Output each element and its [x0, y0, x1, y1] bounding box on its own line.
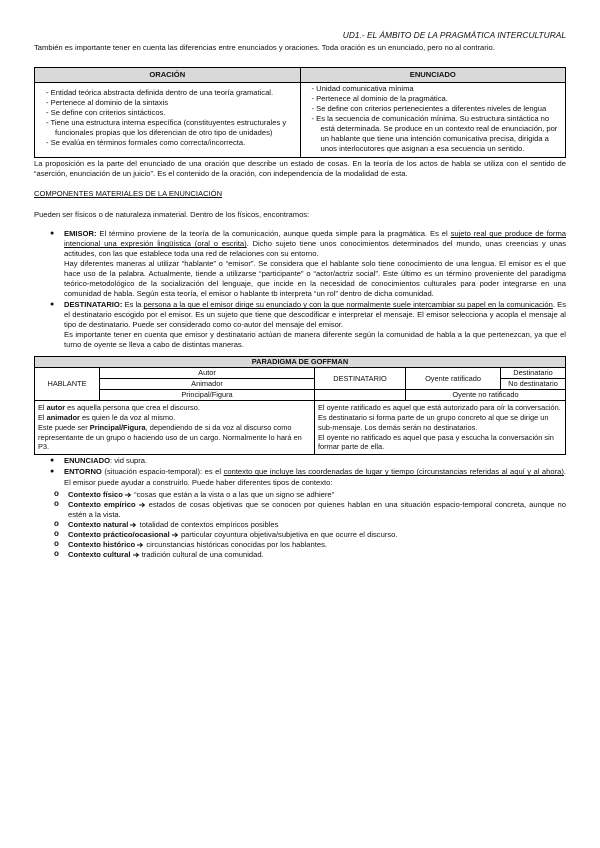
goffman-table	[34, 356, 566, 455]
destinatario-role-cell: DESTINATARIO	[315, 368, 406, 390]
oyente-no-ratificado-description: El oyente no ratificado es aquel que pasa y escucha la conversación sin formar parte de ella.	[318, 432, 554, 452]
contexto-label: Contexto histórico	[68, 539, 136, 549]
contexto-label: Contexto físico	[68, 489, 123, 499]
emisor-text-2: . Dicho sujeto tiene unos conocimientos determinados del mundo, unas creencias y unas actitudes, con las que establece toda una red de relaciones con su entorno.	[64, 239, 566, 259]
oracion-header: ORACIÓN	[35, 68, 301, 83]
enunciado-item: - Se define con criterios pertenecientes a diferentes niveles de lengua	[305, 104, 562, 114]
animador-term: animador	[46, 412, 80, 422]
oyente-ratificado-description: El oyente ratificado es aquel que está autorizado para oír la conversación. Es destinatario si forma parte de un grupo concreto al que se dirige un sub-mensaje. Los demás serán no destinatarios.	[318, 402, 561, 432]
empty-cell	[315, 389, 406, 400]
enunciado-list-item	[64, 456, 566, 466]
contexto-item	[68, 490, 566, 500]
goffman-left-description	[35, 400, 315, 455]
section-intro: Pueden ser físicos o de naturaleza inmaterial. Dentro de los físicos, encontramos:	[34, 210, 310, 220]
proposicion-paragraph: La proposición es la parte del enunciado de una oración que describe un estado de cosas. En la teoría de los actos de habla se utiliza con el sentido de “aserción, enunciación de un juicio”. Es el contenido de la oración, con independencia de la modalidad de esta.	[34, 159, 566, 179]
oracion-enunciado-table	[34, 67, 566, 158]
entorno-text-2: . El emisor puede ayudar a construirlo. Puede haber diferentes tipos de contexto:	[64, 467, 567, 487]
contexto-text: circunstancias históricas conocidas por los hablantes.	[144, 539, 327, 549]
arrow-right-icon	[139, 502, 146, 508]
contexto-text: totalidad de contextos empíricos posibles	[137, 519, 279, 529]
destinatario-text-1: Es la	[122, 300, 144, 310]
sub-role-destinatario: Destinatario	[501, 368, 566, 379]
contexto-label: Contexto práctico/ocasional	[68, 529, 170, 539]
oracion-item: - Tiene una estructura interna específica (constituyentes estructurales y funcionales propias que los diferencian de otro tipo de unidades)	[39, 118, 296, 138]
oracion-item: - Se define con criterios sintácticos.	[39, 108, 296, 118]
contexto-text: particular coyuntura objetiva/subjetiva en que ocurre el discurso.	[178, 529, 398, 539]
arrow-right-icon	[172, 532, 179, 538]
enunciado-text: : vid supra.	[110, 456, 148, 466]
emisor-item	[64, 229, 566, 299]
entorno-definition: contexto que incluye las coordenadas de lugar y tiempo (circunstancias referidas al aquí y al ahora)	[223, 467, 564, 477]
contexto-item	[68, 530, 566, 540]
contexto-text: estados de cosas objetivas que se conocen por quienes hablan en una situación espacio-temporal concreta, aunque no estén a la vista.	[68, 499, 566, 519]
oyente-no-ratificado-cell: Oyente no ratificado	[406, 389, 566, 400]
arrow-right-icon	[125, 492, 132, 498]
text: El	[38, 402, 47, 412]
contexto-item	[68, 540, 566, 550]
destinatario-definition: persona a la que el emisor dirige su enunciado y con la que normalmente suele intercambiar su papel en la comunicación	[143, 300, 553, 310]
text: El	[38, 412, 47, 422]
goffman-title: PARADIGMA DE GOFFMAN	[35, 357, 566, 368]
text: Este puede ser	[38, 422, 90, 432]
oracion-item: - Pertenece al dominio de la sintaxis	[39, 98, 296, 108]
oracion-item: - Se evalúa en términos formales como correcta/incorrecta.	[39, 138, 296, 148]
arrow-right-icon	[133, 552, 140, 558]
oyente-ratificado-cell: Oyente ratificado	[406, 368, 501, 390]
destinatario-label: DESTINATARIO:	[64, 300, 123, 310]
role-autor: Autor	[100, 368, 315, 379]
sub-role-no-destinatario: No destinatario	[501, 379, 566, 390]
entorno-label: ENTORNO	[64, 467, 102, 477]
contexto-text: “cosas que están a la vista o a las que un signo se adhiere”	[131, 489, 335, 499]
oracion-cell	[35, 83, 301, 158]
enunciado-label: ENUNCIADO	[64, 456, 110, 466]
destinatario-paragraph-2: Es importante tener en cuenta que emisor y destinatario actúan de manera diferente según la comunidad de habla a la que pertenezcan, ya que el turno de oyente se lleva a cabo de distintas maneras.	[64, 330, 566, 350]
oracion-item: - Entidad teórica abstracta definida dentro de una teoría gramatical.	[39, 88, 296, 98]
role-principal: Principal/Figura	[100, 389, 315, 400]
emisor-paragraph-2: Hay diferentes maneras al utilizar “hablante” o “emisor”. Se considera que el hablante solo tiene conocimiento de una lengua. El emisor es el que hace uso de la palabra. Actualmente, tiende a utilizarse “participante” o “actor/actriz social”. Este último es un término proveniente del paradigma teórico-metodológico de la socialización del lenguaje, que incide en la necesidad de conocimientos culturales para poder integrarse en una comunidad de habla. Según esta teoría, el emisor o hablante tb interpreta “un rol” dentro de dicha comunidad.	[64, 259, 566, 299]
contexto-label: Contexto natural	[68, 519, 129, 529]
section-title: COMPONENTES MATERIALES DE LA ENUNCIACIÓN	[34, 189, 223, 199]
enunciado-item: - Es la secuencia de comunicación mínima. Su estructura sintáctica no está determinada. Se produce en un contexto real de enunciación, por un hablante que tiene una intención comunicativa precisa, dirigida a unos interlocutores que asignan a esa secuencia un sentido.	[305, 114, 562, 154]
intro-paragraph: También es importante tener en cuenta las diferencias entre enunciados y oraciones. Toda oración es un enunciado, pero no al contrario.	[34, 43, 495, 53]
contexto-label: Contexto cultural	[68, 549, 131, 559]
enunciado-header: ENUNCIADO	[300, 68, 566, 83]
autor-term: autor	[46, 402, 66, 412]
hablante-cell: HABLANTE	[35, 368, 100, 400]
enunciado-cell	[300, 83, 566, 158]
goffman-right-description	[315, 400, 566, 455]
entorno-item	[64, 467, 566, 487]
enunciado-item: - Pertenece al dominio de la pragmática.	[305, 94, 562, 104]
role-animador: Animador	[100, 379, 315, 390]
contexto-item	[68, 550, 566, 560]
contexto-label: Contexto empírico	[68, 499, 136, 509]
destinatario-item	[64, 300, 566, 350]
enunciado-item: - Unidad comunicativa mínima	[305, 84, 562, 94]
contexto-item	[68, 520, 566, 530]
page-header: UD1.- EL ÁMBITO DE LA PRAGMÁTICA INTERCULTURAL	[342, 30, 566, 40]
emisor-definition: sujeto real que produce de forma intencional una expresión lingüística (oral o escrita)	[64, 229, 566, 249]
contexto-item	[68, 500, 566, 520]
emisor-text-1: El término proviene de la teoría de la comunicación, aunque queda simple para la pragmática. Es el	[96, 229, 451, 239]
text: , dependiendo de si da voz al discurso como representante de un grupo o haciendo uso de un cargo. Normalmente lo hará en P3.	[38, 422, 302, 452]
destinatario-text-2: . Es el destinatario escogido por el emisor. Es un sujeto que tiene que descodificar e interpretar el mensaje. El emisor selecciona y acopla el mensaje al tipo de destinatario. Puede ser considerado como co-autor del mensaje del emisor.	[64, 300, 566, 330]
emisor-label: EMISOR:	[64, 229, 97, 239]
text: es aquella persona que crea el discurso.	[65, 402, 200, 412]
principal-term: Principal/Figura	[89, 422, 146, 432]
text: es quien le da voz al mismo.	[79, 412, 176, 422]
contexto-text: tradición cultural de una comunidad.	[139, 549, 264, 559]
page	[34, 30, 566, 560]
entorno-text-1: (situación espacio-temporal): es el	[101, 467, 224, 477]
